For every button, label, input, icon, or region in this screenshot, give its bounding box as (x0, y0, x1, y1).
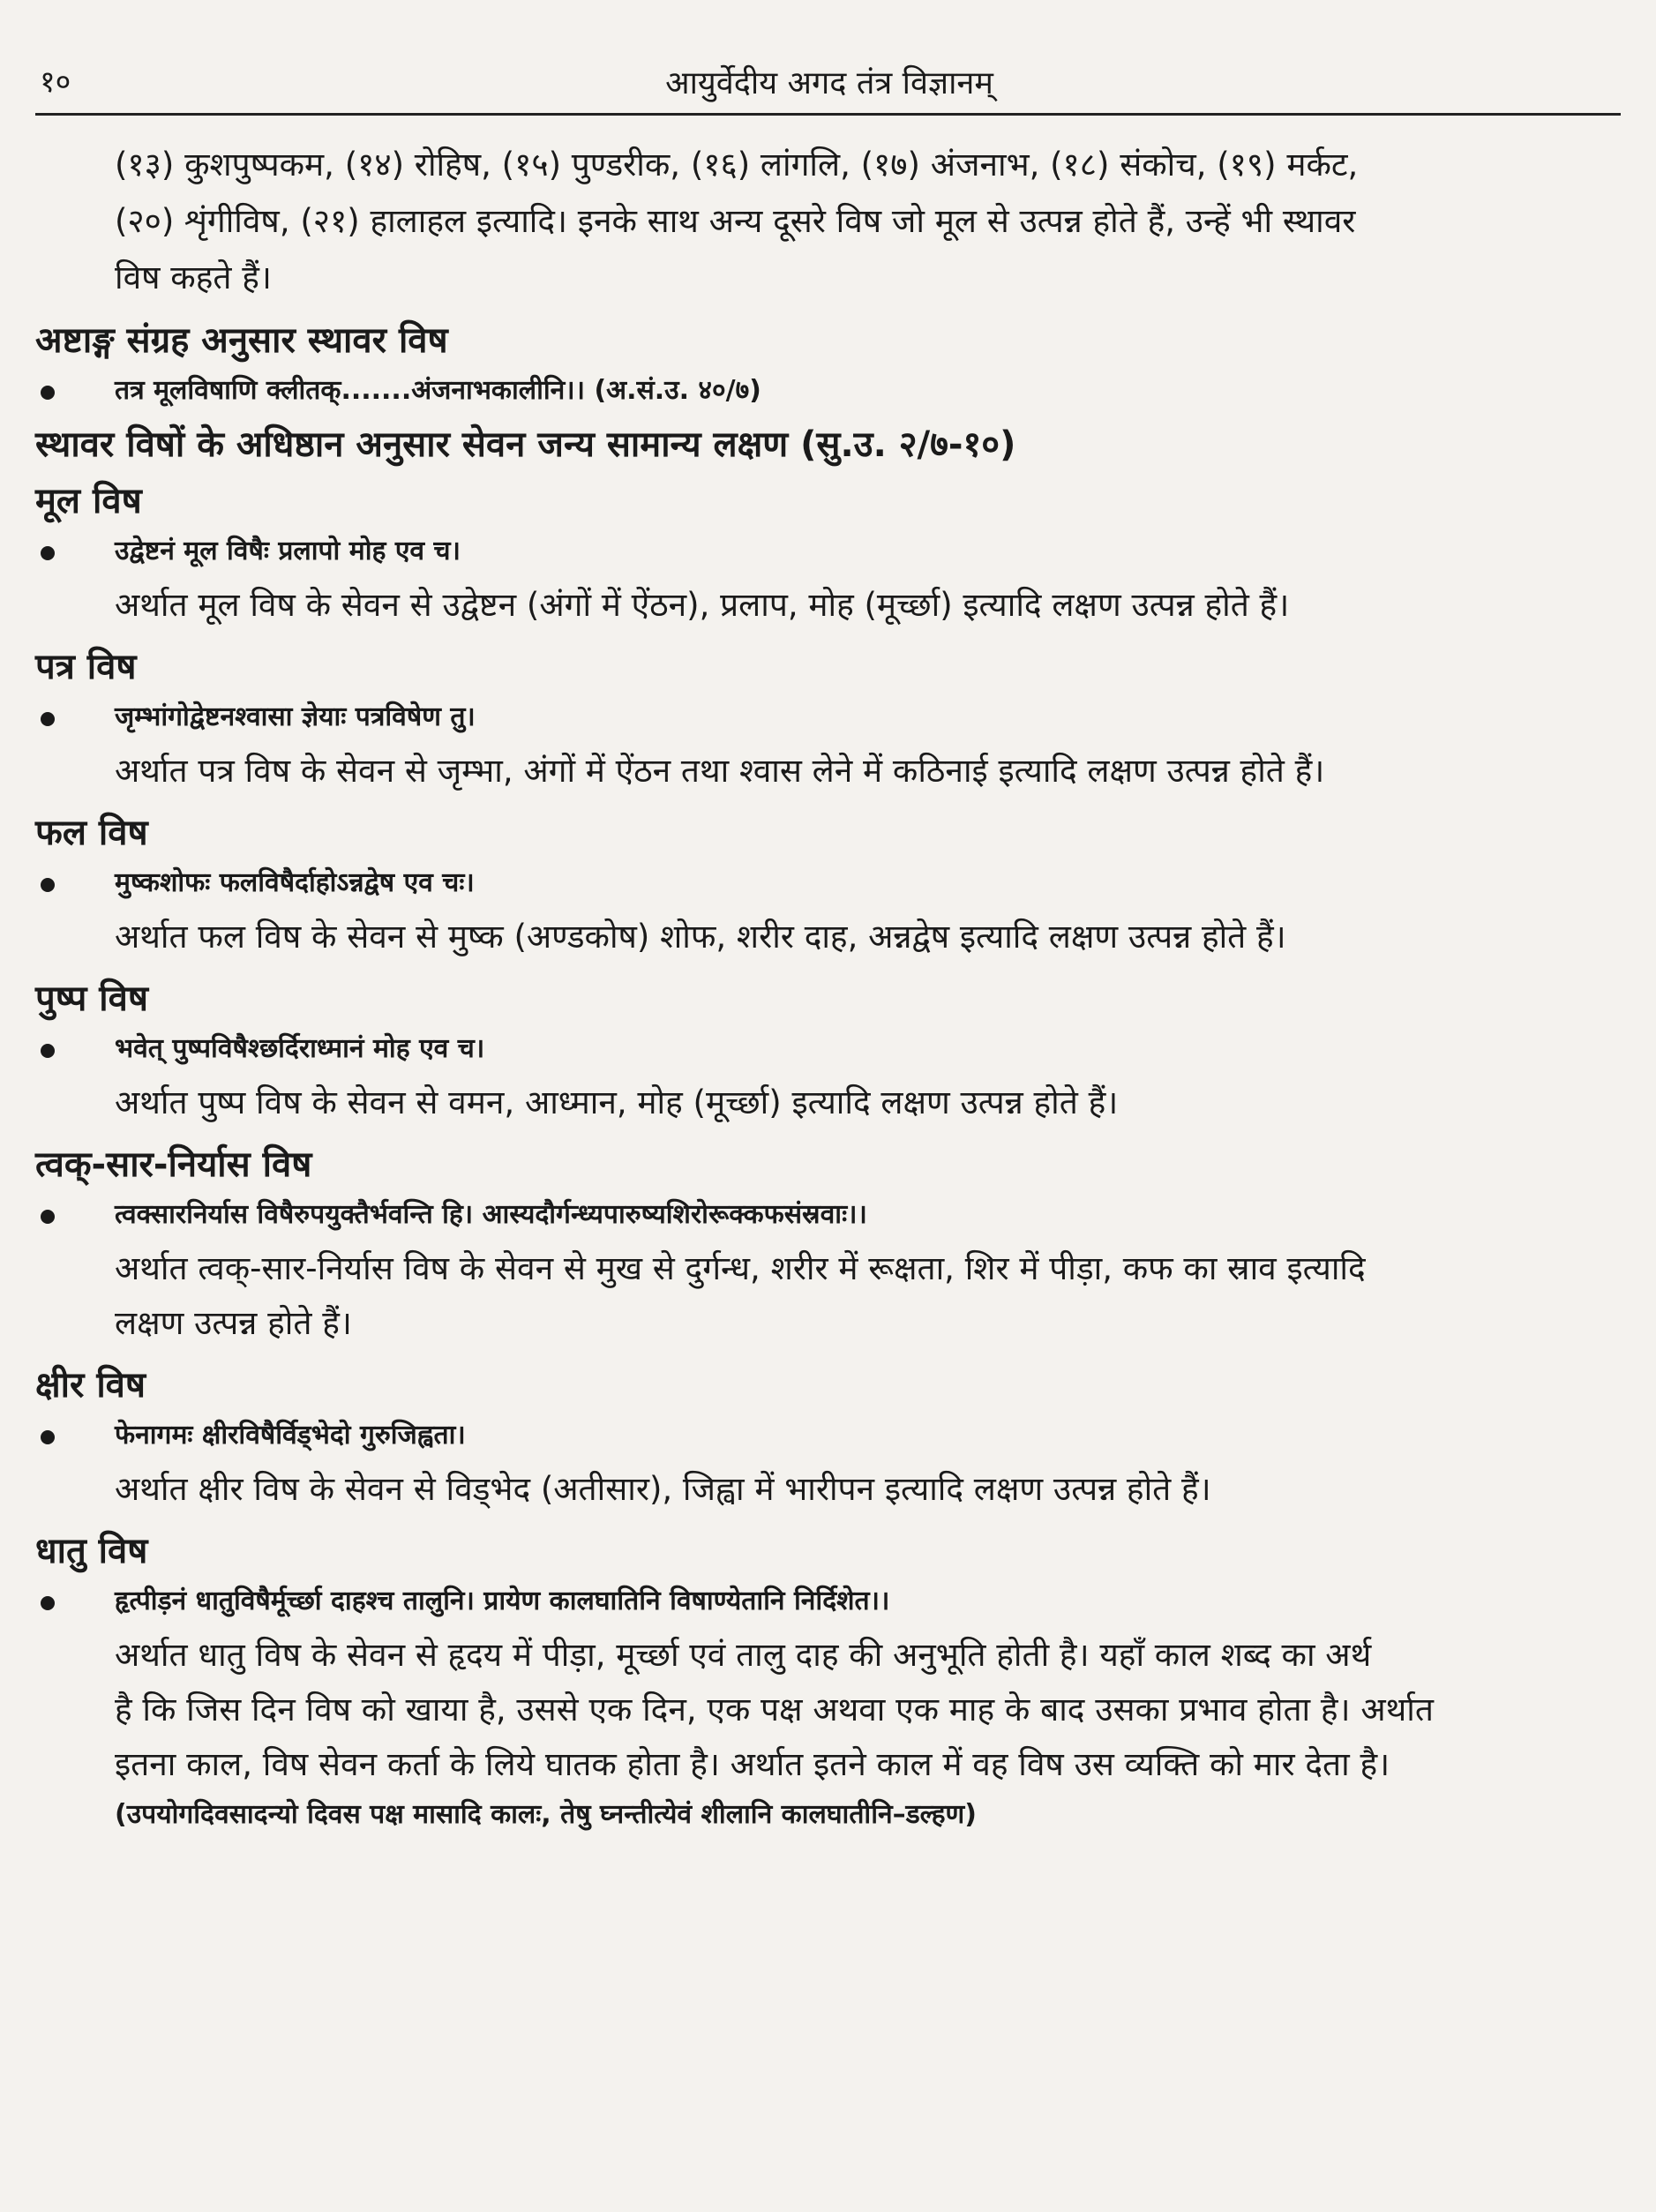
sanskrit-verse (35, 1030, 1623, 1069)
section-heading-ksheer: क्षीर विष (35, 1365, 146, 1406)
text-line: इतना काल, विष सेवन कर्ता के लिये घातक होता है। अर्थात इतने काल में वह विष उस व्यक्ति को मार देता है। (115, 1745, 1390, 1783)
sanskrit-verse (35, 864, 1623, 903)
text-line: (१३) कुशपुष्पकम, (१४) रोहिष, (१५) पुण्डरीक, (१६) लांगलि, (१७) अंजनाभ, (१८) संकोच, (१९) मर्कट, (115, 146, 1359, 184)
text-line: अर्थात पुष्प विष के सेवन से वमन, आध्मान, मोह (मूर्च्छा) इत्यादि लक्षण उत्पन्न होते हैं। (115, 1084, 1119, 1121)
explanation-paragraph (35, 578, 1623, 633)
sanskrit-verse (35, 1416, 1623, 1455)
section-heading-ashtanga: अष्टाङ्ग संग्रह अनुसार स्थावर विष (35, 320, 448, 361)
sanskrit-verse (35, 1582, 1623, 1621)
sanskrit-verse (35, 1196, 1623, 1234)
bullet-icon (41, 1596, 55, 1610)
running-title: आयुर्वेदीय अगद तंत्र विज्ञानम् (665, 65, 993, 101)
text-line: विष कहते हैं। (115, 259, 272, 296)
page-number: १० (40, 64, 71, 100)
explanation-paragraph (35, 910, 1623, 964)
explanation-paragraph (35, 1241, 1623, 1351)
bullet-icon (41, 386, 55, 400)
verse-text: उद्वेष्टनं मूल विषैः प्रलापो मोह एव च। (115, 536, 461, 566)
bullet-icon (41, 546, 55, 560)
main-heading: स्थावर विषों के अधिष्ठान अनुसार सेवन जन्य सामान्य लक्षण (सु.उ. २/७-१०) (35, 424, 1016, 465)
text-line: लक्षण उत्पन्न होते हैं। (115, 1304, 352, 1342)
bullet-icon (41, 1044, 55, 1058)
text-line: अर्थात धातु विष के सेवन से हृदय में पीड़ा, मूर्च्छा एवं तालु दाह की अनुभूति होती है। यहाँ काल शब्द का अर्थ (115, 1636, 1372, 1674)
page-content (35, 137, 1623, 1834)
text-line: अर्थात पत्र विष के सेवन से जृम्भा, अंगों में ऐंठन तथा श्वास लेने में कठिनाई इत्यादि लक्षण उत्पन्न होते हैं। (115, 752, 1325, 790)
sanskrit-verse (35, 532, 1623, 571)
verse-text: त्वक्सारनिर्यास विषैरुपयुक्तैर्भवन्ति हि। आस्यदौर्गन्ध्यपारुष्यशिरोरूक्कफसंस्रवाः।। (115, 1199, 867, 1230)
explanation-paragraph (35, 1628, 1623, 1792)
verse-text: जृम्भांगोद्वेष्टनश्वासा ज्ञेयाः पत्रविषेण तु। (115, 701, 476, 732)
explanation-paragraph (35, 1462, 1623, 1517)
section-heading-patra: पत्र विष (35, 647, 137, 687)
text-line: अर्थात क्षीर विष के सेवन से विड्भेद (अतीसार), जिह्वा में भारीपन इत्यादि लक्षण उत्पन्न होते हैं। (115, 1470, 1211, 1508)
bullet-icon (41, 712, 55, 726)
verse-text: हृत्पीड़नं धातुविषैर्मूर्च्छा दाहश्च तालुनि। प्रायेण कालघातिनि विषाण्येतानि निर्दिशेत।। (115, 1586, 890, 1616)
header-rule (35, 113, 1621, 116)
bullet-icon (41, 1210, 55, 1224)
verse-text: मुष्कशोफः फलविषैर्दाहोऽन्नद्वेष एव चः। (115, 867, 475, 898)
text-line: है कि जिस दिन विष को खाया है, उससे एक दिन, एक पक्ष अथवा एक माह के बाद उसका प्रभाव होता है। अर्थात (115, 1691, 1434, 1728)
section-heading-phal: फल विष (35, 813, 148, 853)
page-header (40, 53, 1619, 115)
verse-text: भवेत् पुष्पविषैश्छर्दिराध्मानं मोह एव च। (115, 1033, 485, 1064)
text-line: (२०) शृंगीविष, (२१) हालाहल इत्यादि। इनके साथ अन्य दूसरे विष जो मूल से उत्पन्न होते हैं, उन्हें भी स्थावर (115, 202, 1356, 240)
dalhana-commentary-quote: (उपयोगदिवसादन्यो दिवस पक्ष मासादि कालः, तेषु घ्नन्तीत्येवं शीलानि कालघातीनि–डल्हण) (115, 1799, 977, 1830)
section-heading-mool: मूल विष (35, 481, 142, 521)
sanskrit-verse (35, 371, 1623, 410)
text-line: अर्थात त्वक्-सार-निर्यास विष के सेवन से मुख से दुर्गन्ध, शरीर में रूक्षता, शिर में पीड़ा, कफ का स्राव इत्यादि (115, 1249, 1366, 1287)
verse-text: फेनागमः क्षीरविषैर्विड्भेदो गुरुजिह्वता। (115, 1420, 466, 1451)
verse-text: तत्र मूलविषाणि क्लीतक्.......अंजनाभकालीनि।। (अ.सं.उ. ४०/७) (115, 375, 761, 406)
intro-paragraph (35, 137, 1623, 306)
bullet-icon (41, 878, 55, 892)
explanation-paragraph (35, 1076, 1623, 1130)
text-line: अर्थात फल विष के सेवन से मुष्क (अण्डकोष) शोफ, शरीर दाह, अन्नद्वेष इत्यादि लक्षण उत्पन्न होते हैं। (115, 918, 1286, 956)
bullet-icon (41, 1430, 55, 1444)
section-heading-pushp: पुष्प विष (35, 979, 148, 1019)
section-heading-tvak: त्वक्-सार-निर्यास विष (35, 1144, 312, 1185)
text-line: अर्थात मूल विष के सेवन से उद्वेष्टन (अंगों में ऐंठन), प्रलाप, मोह (मूर्च्छा) इत्यादि लक्षण उत्पन्न होते हैं। (115, 586, 1290, 624)
section-heading-dhatu: धातु विष (35, 1531, 148, 1571)
sanskrit-verse (35, 698, 1623, 737)
explanation-paragraph (35, 744, 1623, 799)
